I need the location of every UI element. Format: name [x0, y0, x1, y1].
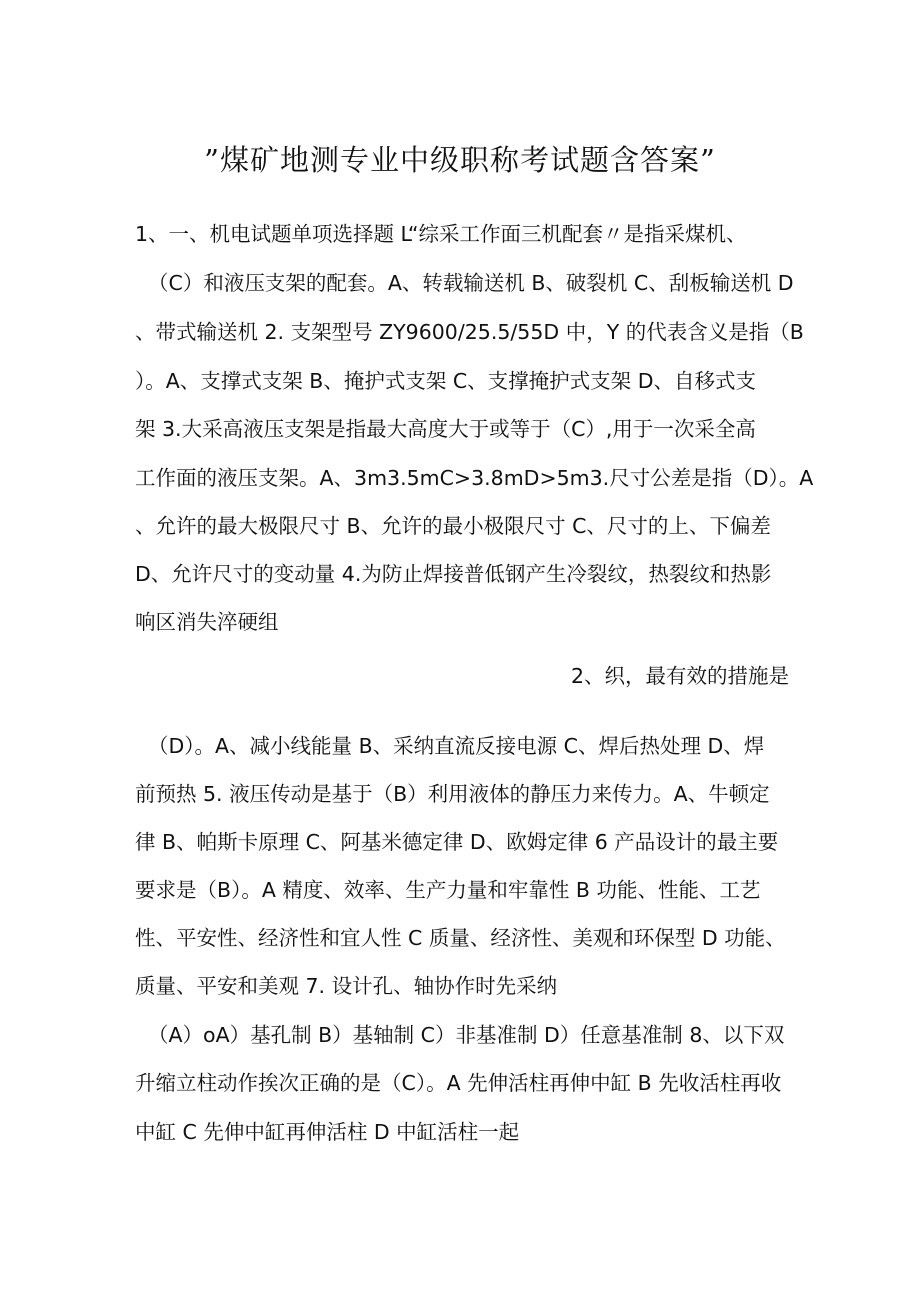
text-line: ）。A、支撑式支架 B、掩护式支架 C、支撑掩护式支架 D、自移式支 — [135, 369, 756, 393]
text-line: D、允许尺寸的变动量 4.为防止焊接普低钢产生冷裂纹，热裂纹和热影 — [135, 562, 772, 586]
text-line: 响区消失淬硬组 — [135, 610, 279, 634]
text-line: （A）oA）基孔制 B）基轴制 C）非基准制 D）任意基准制 8、以下双 — [148, 1023, 785, 1047]
text-line: 1、一、机电试题单项选择题 L“综采工作面三机配套〃是指采煤机、 — [135, 222, 747, 246]
text-line: 、带式输送机 2. 支架型号 ZY9600/25.5/55D 中，Y 的代表含义是指（B — [135, 320, 804, 344]
text-line: 性、平安性、经济性和宜人性 C 质量、经济性、美观和环保型 D 功能、 — [135, 926, 786, 950]
text-line: 升缩立柱动作挨次正确的是（C）。A 先伸活柱再伸中缸 B 先收活柱再收 — [135, 1071, 782, 1095]
text-line: 要求是（B）。A 精度、效率、生产力量和牢靠性 B 功能、性能、工艺 — [135, 878, 761, 902]
text-line: （D）。A、减小线能量 B、采纳直流反接电源 C、焊后热处理 D、焊 — [148, 734, 765, 758]
text-line: 律 B、帕斯卡原理 C、阿基米德定律 D、欧姆定律 6 产品设计的最主要 — [135, 830, 779, 854]
text-line: 中缸 C 先伸中缸再伸活柱 D 中缸活柱一起 — [135, 1120, 520, 1144]
document-title: ”煤矿地测专业中级职称考试题含答案” — [204, 143, 716, 177]
text-line: 、允许的最大极限尺寸 B、允许的最小极限尺寸 C、尺寸的上、下偏差 — [135, 514, 771, 538]
text-line: （C）和液压支架的配套。A、转载输送机 B、破裂机 C、刮板输送机 D — [148, 271, 794, 295]
text-line: 工作面的液压支架。A、3m3.5mC>3.8mD>5m3.尺寸公差是指（D）。A — [135, 466, 814, 490]
text-line: 前预热 5. 液压传动是基于（B）利用液体的静压力来传力。A、牛顿定 — [135, 782, 770, 806]
text-line: 2、织，最有效的措施是 — [570, 664, 789, 688]
text-line: 质量、平安和美观 7. 设计孔、轴协作时先采纳 — [135, 974, 558, 998]
text-line: 架 3.大采高液压支架是指最大高度大于或等于（C）,用于一次采全高 — [135, 417, 756, 441]
